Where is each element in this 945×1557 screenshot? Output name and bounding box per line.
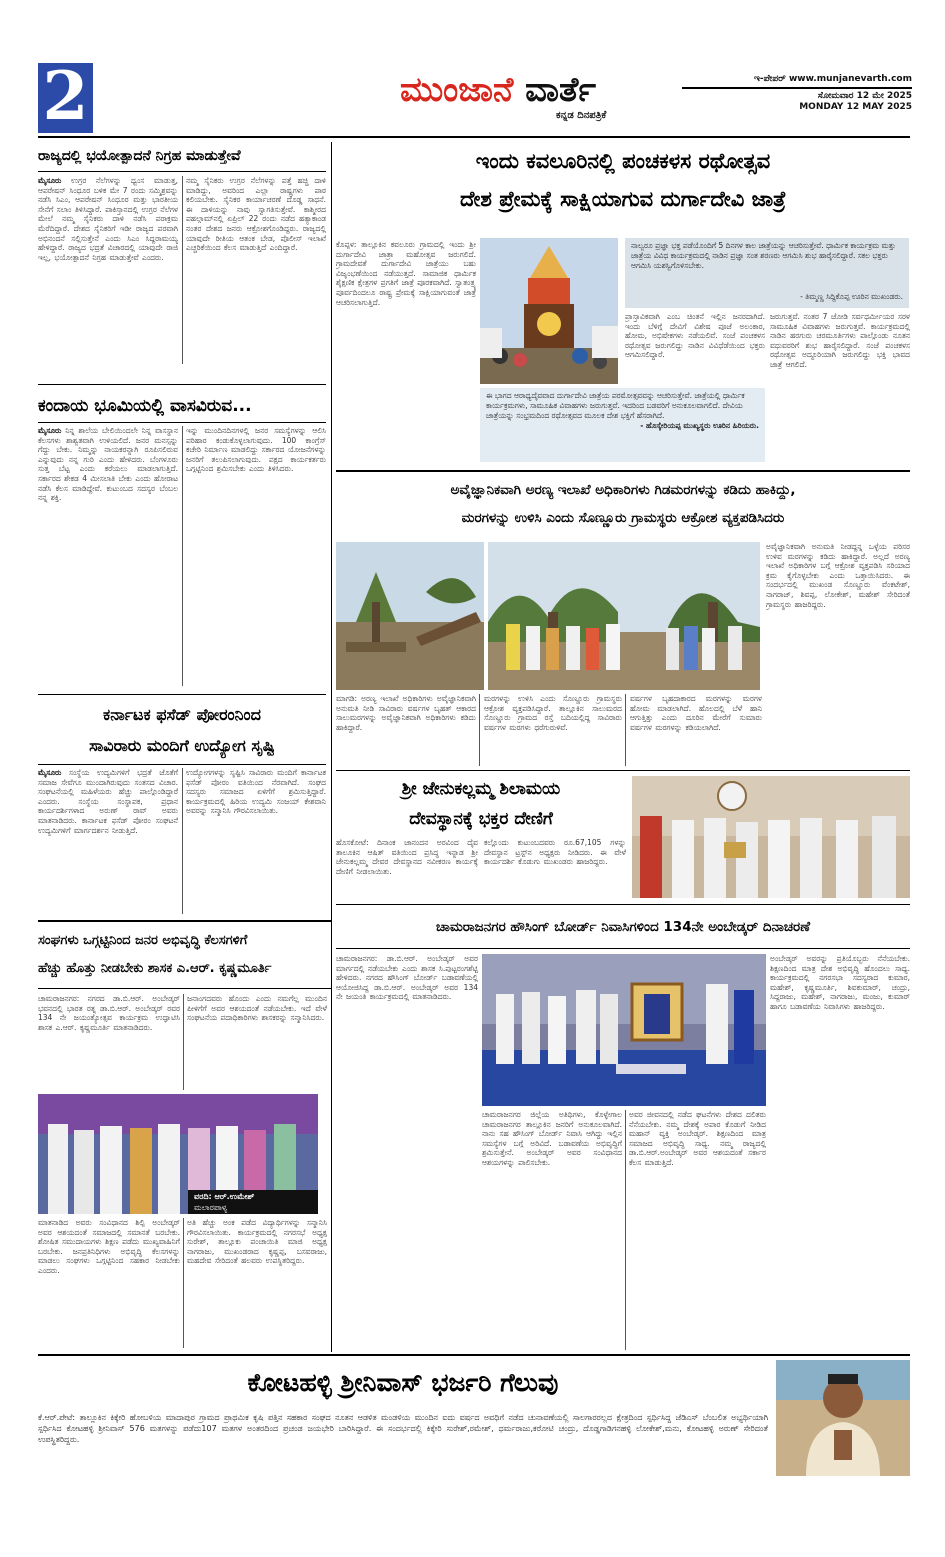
a5-col2: ಉದ್ಯೋಗಗಳನ್ನು ಸೃಷ್ಟಿಸಿ ಸಾವಿರಾರು ಮಂದಿಗೆ ಕಾರ್ನಾಟಕ ಫಸೆಡ್ ಪೋರಂ ವತಿಯಿಂದ ನೆರವಾಗಿದೆ. ಸಂಘದ ಸದಸ್ಯರು ಸಮಾಜದ ಏಳಿಗೆಗೆ ಶ್ರಮಿಸುತ್ತಿದ್ದಾರೆ. ಕಾರ್ಯಕ್ರಮದಲ್ಲಿ ಹಿರಿಯ ಉದ್ಯಮಿ ಸಂಜಯ್ ಕೇಶವಾನಿ ಅವರನ್ನು ಸನ್ಮಾನಿಸಿ ಗೌರವಿಸಲಾಯಿತು. xyxy=(186,768,326,816)
a2-quote-attrib: - ತಿಮ್ಮಣ್ಣ ಸಿದ್ದಿಕೊಪ್ಪ ಊರಿನ ಮುಖಂಡರು. xyxy=(800,292,903,301)
villagers-illustration xyxy=(488,542,760,690)
masthead-rule xyxy=(682,87,912,89)
a7-col2: ಚಾಮರಾಜನಗರ ಜಿಲ್ಲೆಯ ಅತಿಥಿಗಳು, ಕೊಳ್ಳೇಗಾಲ ಚಾಮರಾಜನಗರ ತಾಲ್ಲೂಕಿನ ಜನರಿಗೆ ಅನುಕೂಲವಾಗಿದೆ. ನಾನು ಸಹ ಹೌಸಿಂಗ್ ಬೋರ್ಡ್ ನಿವಾಸಿ ಆಗಿದ್ದು ಇಲ್ಲಿನ ಸಮಸ್ಯೆಗಳ ಬಗ್ಗೆ ಅರಿವಿದೆ. ಬಡಾವಣೆಯ ಅಭಿವೃದ್ಧಿಗೆ ಶ್ರಮಿಸುತ್ತೇನೆ. ಅಂಬೇಡ್ಕರ್ ಅವರ ಸಂವಿಧಾನದ ಆಶಯಗಳನ್ನು ಪಾಲಿಸಬೇಕು. xyxy=(482,1110,622,1167)
a9-top-rule xyxy=(38,1354,910,1356)
a5-headline-line1: ಕರ್ನಾಟಕ ಫಸೆಡ್ ಪೋರಂನಿಂದ xyxy=(103,705,261,724)
a3-rule xyxy=(38,422,326,423)
date-english: MONDAY 12 MAY 2025 xyxy=(799,102,912,112)
a3-bottom-rule xyxy=(38,694,326,695)
a2-col2: ಪ್ರಾಸ್ತಾವಿಕವಾಗಿ ಎಂಬ ಚಿಂತನೆ ಇಲ್ಲಿನ ಜನರದಾಗಿದೆ. ಇಂದು ಬೆಳಿಗ್ಗೆ ದೇವಿಗೆ ವಿಶೇಷ ಪೂಜೆ ಅಲಂಕಾರ, ಹೋಮ, ಅಭಿಷೇಕಗಳು ನಡೆಯಲಿವೆ. ಸಂಜೆ ಪಂಚಕಳಸ ರಥೋತ್ಸವ ಜರುಗಲಿದ್ದು ನಾಡಿನ ವಿವಿಧೆಡೆಯಿಂದ ಭಕ್ತರು ಆಗಮಿಸಲಿದ್ದಾರೆ. xyxy=(625,312,765,360)
site-url[interactable]: www.munjanevarth.com xyxy=(788,74,912,84)
a4-villagers-photo xyxy=(488,542,760,690)
masthead-right xyxy=(682,74,912,112)
a8-col3: ಮಾತನಾಡಿದ ಅವರು ಸಂವಿಧಾನದ ಶಿಲ್ಪಿ ಅಂಬೇಡ್ಕರ್ ಅವರ ಆಶಯದಂತೆ ಸಮಾಜದಲ್ಲಿ ಸಮಾನತೆ ಬರಬೇಕು. ಶೋಷಿತ ಸಮುದಾಯಗಳು ಶಿಕ್ಷಣ ಪಡೆದು ಮುಖ್ಯವಾಹಿನಿಗೆ ಬರಬೇಕು. ಜನಪ್ರತಿನಿಧಿಗಳು ಅಭಿವೃದ್ಧಿ ಕೆಲಸಗಳನ್ನು ಮಾಡಲು ಸಂಘಗಳು ಒಗ್ಗಟ್ಟಿನಿಂದ ಸಹಕಾರ ನೀಡಬೇಕು ಎಂದರು. xyxy=(38,1218,180,1275)
a6-col2: ಕಲ್ಲೊಂದು ಕುಟುಂಬದವರು ರೂ.67,105 ಗಳನ್ನು ದೇವಸ್ಥಾನ ಟ್ರಸ್ಟ್‌ನ ಅಧ್ಯಕ್ಷರು ನೀಡಿದರು. ಈ ವೇಳೆ ಕಾರ್ಯದರ್ಶಿ ಕೊಡುಗು ಮುಖಂಡರು ಹಾಜರಿದ್ದರು. xyxy=(484,838,626,867)
a4-div1 xyxy=(479,694,480,766)
people-group xyxy=(640,816,896,898)
a8-photo-label xyxy=(188,1190,318,1214)
main-column-divider xyxy=(331,142,332,920)
a4-div2 xyxy=(625,694,626,766)
logo-part2: ವಾರ್ತೆ xyxy=(525,70,596,110)
a1-dateline: ಮೈಸೂರು xyxy=(38,176,62,185)
a2-chariot-photo xyxy=(480,238,618,384)
a8-div1 xyxy=(183,994,184,1090)
a3-dateline: ಮೈಸೂರು xyxy=(38,426,62,435)
a2-col1: ಕೊಪ್ಪಳ: ತಾಲ್ಲೂಕಿನ ಕವಲೂರು ಗ್ರಾಮದಲ್ಲಿ ಇಂದು ಶ್ರೀ ದುರ್ಗಾದೇವಿ ಜಾತ್ರಾ ಮಹೋತ್ಸವ ಜರುಗಲಿದೆ. ಗ್ರಾಮದೇವತೆ ದುರ್ಗಾದೇವಿ ಜಾತ್ರೆಯು ಬಹು ವಿಜೃಂಭಣೆಯಿಂದ ನಡೆಯುತ್ತದೆ. ಸಾಮಾಜಿಕ ಧಾರ್ಮಿಕ ಶೈಕ್ಷಣಿಕ ಕ್ಷೇತ್ರಗಳ ಪ್ರಗತಿಗೆ ಜಾತ್ರೆ ಪೂರಕವಾಗಿದೆ. ಸ್ವಾತಂತ್ರ್ಯ ಪೂರ್ವದಿಂದಲೂ ರಾಷ್ಟ್ರ ಪ್ರೇಮಕ್ಕೆ ಸಾಕ್ಷಿಯಾಗುವಂತೆ ಜಾತ್ರೆ ಆಚರಿಸಲಾಗುತ್ತಿದೆ. xyxy=(336,240,476,307)
masthead-tagline: ಕನ್ನಡ ದಿನಪತ್ರಿಕೆ xyxy=(556,110,607,121)
a4-headline-line1: ಅವೈಜ್ಞಾನಿಕವಾಗಿ ಅರಣ್ಯ ಇಲಾಖೆ ಅಧಿಕಾರಿಗಳು ಗಿಡಮರಗಳನ್ನು ಕಡಿದು ಹಾಕಿದ್ದು, xyxy=(450,482,796,498)
a1-col-divider xyxy=(182,176,183,364)
date-kannada: ಸೋಮವಾರ 12 ಮೇ 2025 xyxy=(817,91,912,101)
page-number: 2 xyxy=(42,57,89,135)
a2-quote-text: ನಾಲ್ವರೂ ಪ್ರಜ್ಞಾ ಭಕ್ತ ಪಡೆಯೊಂದಿಗೆ 5 ದಿನಗಳ ಕಾಲ ಜಾತ್ರೆಯನ್ನು ಆಚರಿಸುತ್ತೇವೆ. ಧಾರ್ಮಿಕ ಕಾರ್ಯಕ್ರಮ ಮತ್ತು ಜಾತ್ರೆಯ ವಿವಿಧ ಕಾರ್ಯಕ್ರಮದಲ್ಲಿ ನಾಡಿನ ಪ್ರಜ್ಞಾ ಸಂತ ಶರಣರು ಆಗಮಿಸಿ ಶುಭ ಹಾರೈಸಲಿದ್ದಾರೆ. ಸಕಲ ಭಕ್ತರು ಆಗಮಿಸಿ ಯಶಸ್ವಿಗೊಳಿಸಬೇಕು. xyxy=(631,241,896,270)
a8-col4: ಅತಿ ಹೆಚ್ಚು ಅಂಕ ಪಡೆದ ವಿದ್ಯಾರ್ಥಿಗಳನ್ನು ಸನ್ಮಾನಿಸಿ ಗೌರವಿಸಲಾಯಿತು. ಕಾರ್ಯಕ್ರಮದಲ್ಲಿ ನಗರಸಭೆ ಅಧ್ಯಕ್ಷ ಸುರೇಶ್, ತಾಲ್ಲೂಕು ಪಂಚಾಯಿತಿ ಮಾಜಿ ಅಧ್ಯಕ್ಷ ನಾಗರಾಜು, ಮುಖಂಡರಾದ ಕೃಷ್ಣಪ್ಪ, ಬಸವರಾಜು, ಮಹದೇವ ಸೇರಿದಂತೆ ಹಲವರು ಉಪಸ್ಥಿತರಿದ್ದರು. xyxy=(187,1218,327,1266)
a2-caption-text: ಈ ಭಾಗದ ಆರಾಧ್ಯದೈವವಾದ ದುರ್ಗಾದೇವಿ ಜಾತ್ರೆಯ ಪರಮೋತ್ಸವವನ್ನು ಆಚರಿಸುತ್ತೇವೆ. ಜಾತ್ರೆಯಲ್ಲಿ ಧಾರ್ಮಿಕ ಕಾರ್ಯಕ್ರಮಗಳು, ಸಾಮೂಹಿಕ ವಿವಾಹಗಳು ಜರುಗುತ್ತವೆ. ಇದರಿಂದ ಬಡವರಿಗೆ ಅನುಕೂಲವಾಗಲಿದೆ. ದೇವಿಯ ಜಾತ್ರೆಯನ್ನು ಸಂಭ್ರಮದಿಂದ ರಥೋತ್ಸವದ ಮೂಲಕ ದೇಶ ಭಕ್ತಿಗೆ ಹೆಸರಾಗಿದೆ. xyxy=(486,391,745,420)
epaper-line xyxy=(682,74,912,84)
a2-col3: ಜರುಗುತ್ತವೆ. ನಂತರ 7 ಜೋಡಿ ಸರ್ವಧರ್ಮೀಯರ ಸರಳ ಸಾಮೂಹಿಕ ವಿವಾಹಗಳು ಜರುಗುತ್ತವೆ. ಕಾರ್ಯಕ್ರಮದಲ್ಲಿ ನಾಡಿನ ಹರಗುರು ಚರಮೂರ್ತಿಗಳು ಪಾಲ್ಗೊಂಡು ನೂತನ ವಧುವರರಿಗೆ ಶುಭ ಹಾರೈಸಲಿದ್ದಾರೆ. ಸಂಜೆ ಪಂಚಕಳಸ ರಥೋತ್ಸವ ಅದ್ಧೂರಿಯಾಗಿ ಜರುಗಲಿದ್ದು ಭಕ್ತಿ ಭಾವದ ಜಾತ್ರೆ ಆಗಲಿದೆ. xyxy=(770,312,910,369)
winner-illustration xyxy=(776,1360,910,1476)
a4-col3: ವರ್ಷಗಳ ಬೃಹದಾಕಾರದ ಮರಗಳನ್ನು ಮರಗಳ ಹೋಮ ಮಾಡಲಾಗಿದೆ. ಹೊಲದಲ್ಲಿ ಬೆಳೆ ಹಾನಿ ಆಗುತ್ತಿತ್ತು ಎಂದು ದೂರಿನ ಮೇರೆಗೆ ಸುಮಾರು ವರ್ಷಗಳ ಮರಗಳನ್ನು ಕಡಿಯಲಾಗಿದೆ. xyxy=(630,694,762,732)
a4-headline-line2: ಮರಗಳನ್ನು ಉಳಿಸಿ ಎಂದು ಸೊಣ್ಣೂರು ಗ್ರಾಮಸ್ಥರು ಆಕ್ರೋಶ ವ್ಯಕ್ತಪಡಿಸಿದರು xyxy=(461,510,785,526)
a6-donation-photo xyxy=(632,776,910,898)
a3-headline: ಕಂದಾಯ ಭೂಮಿಯಲ್ಲಿ ವಾಸವಿರುವ... xyxy=(38,396,252,416)
a8-rule xyxy=(38,988,332,989)
a3-col2: ಇನ್ನು ಮುಂದಿನದಿನಗಳಲ್ಲಿ ಜನರ ಸಮಸ್ಯೆಗಳನ್ನು ಆಲಿಸಿ ಪರಿಹಾರ ಕಂಡುಕೊಳ್ಳಲಾಗುವುದು. 100 ಕಾಂಗ್ರೆಸ್ ಕಚೇರಿ ನಿರ್ಮಾಣ ಮಾಡಲಿದ್ದು ಸರ್ಕಾರದ ಯೋಜನೆಗಳನ್ನು ಜನರಿಗೆ ತಲುಪಿಸಲಾಗುವುದು. ಪಕ್ಷದ ಕಾರ್ಯಕರ್ತರು ಒಗ್ಗಟ್ಟಿನಿಂದ ಶ್ರಮಿಸಬೇಕು ಎಂದು ತಿಳಿಸಿದರು. xyxy=(186,426,326,474)
a8-div2 xyxy=(183,1218,184,1348)
a8-photo-reporter: ವರದಿ: ಆರ್.ಉಮೇಶ್ xyxy=(194,1192,255,1201)
a7-headline: ಚಾಮರಾಜನಗರ ಹೌಸಿಂಗ್ ಬೋರ್ಡ್ ನಿವಾಸಿಗಳಿಂದ 134ನೇ ಅಂಬೇಡ್ಕರ್ ದಿನಾಚರಣೆ xyxy=(435,919,811,935)
a4-col1: ಮಾಗಡಿ: ಅರಣ್ಯ ಇಲಾಖೆ ಅಧಿಕಾರಿಗಳು ಅವೈಜ್ಞಾನಿಕವಾಗಿ ಅನುಮತಿ ನೀಡಿ ಸಾವಿರಾರು ವರ್ಷಗಳ ಬೃಹತ್ ಆಕಾರದ ಸಾಲುಮರಗಳನ್ನು ಅವೈಜ್ಞಾನಿಕವಾಗಿ ಅಧಿಕಾರಿಗಳು ಕಡಿದು ಹಾಕಿದ್ದಾರೆ. xyxy=(336,694,476,732)
a1-col1-text: ಉಗ್ರರ ನೆಲೆಗಳನ್ನು ಧ್ವಂಸ ಮಾಡುತ್ತ, ಆಪರೇಷನ್ ಸಿಂಧೂರ ಬಳಿಕ ಮೇ 7 ರಂದು ಸಮ್ಮಿಶ್ರವನ್ನು ನಡೆಸಿ ಸಿಎಂ, ಆಪರೇಷನ್ ಸಿಂಧೂರ ಮತ್ತು ಭಾರತೀಯ ಸೇನೆಗೆ ಸಲಾಂ ತಿಳಿಸಿದ್ದಾರೆ. ಪಾಕಿಸ್ತಾನದಲ್ಲಿ ಉಗ್ರರ ನೆಲೆಗಳ ಮೇಲೆ ನಮ್ಮ ಸೈನಿಕರು ದಾಳಿ ನಡೆಸಿ ಪರಾಕ್ರಮ ಮೆರೆದಿದ್ದಾರೆ. ದೇಶದ ಸೈನಿಕರಿಗೆ ಇಡೀ ರಾಜ್ಯದ ಪರವಾಗಿ ಅಭಿನಂದನೆ ಸಲ್ಲಿಸುತ್ತೇನೆ ಎಂದು ಸಿಎಂ ಸಿದ್ದರಾಮಯ್ಯ ಹೇಳಿದ್ದಾರೆ. ರಾಜ್ಯದ ಭದ್ರತೆ ವಿಚಾರದಲ್ಲಿ ಯಾವುದೇ ರಾಜಿ ಇಲ್ಲ, ಭಯೋತ್ಪಾದನೆ ನಿಗ್ರಹ ಮಾಡುತ್ತೇವೆ ಎಂದರು. xyxy=(38,176,178,262)
a1-col1 xyxy=(38,176,178,364)
a3-col1-text: ನಿನ್ನ ಶಾಲೆಯ ಬೇಲಿಯಿಂದಲೇ ನಿನ್ನ ವಾಸಸ್ಥಾನ ಕೆಲಸಗಳು ಶಾಶ್ವತವಾಗಿ ಉಳಿಯಲಿದೆ. ಜನರ ಮನಸ್ಸನ್ನು ಗೆದ್ದು ಬೇಕು. ನಿಮ್ಮನ್ನು ನಾಯಕರನ್ನಾಗಿ ರೂಪಿಸಲಿರುವ ಎನ್ನುವುದು ನನ್ನ ಗುರಿ ಎಂದು ಹೇಳಿದರು. ಬೆಂಗಳೂರು ಸುತ್ತ ಬೆಟ್ಟ ಎಂದು ಕರೆಯಲು ಮಾಡಲಾಗುತ್ತಿದೆ. ಸರ್ಕಾರದ ಶೇಕಡ 4 ಮೀಸಲಾತಿ ಬೇಕು ಎಂದು ಹೋರಾಟ ನಡೆಸಿ ಕೆಲಸ ಮಾಡಿದ್ದೇವೆ. ಕುಟುಂಬದ ಸದಸ್ಯರ ಬೆಂಬಲ ನನ್ನ ಶಕ್ತಿ. xyxy=(38,426,178,503)
masthead-logo xyxy=(400,68,660,112)
a2-subhead: ದೇಶ ಪ್ರೇಮಕ್ಕೆ ಸಾಕ್ಷಿಯಾಗುವ ದುರ್ಗಾದೇವಿ ಜಾತ್ರೆ xyxy=(459,187,787,211)
chariot-illustration xyxy=(480,238,618,384)
epaper-label: ಇ-ಪೇಪರ್ xyxy=(754,74,786,84)
a4-fallen-trees-photo xyxy=(336,542,484,690)
a5-headline-line2: ಸಾವಿರಾರು ಮಂದಿಗೆ ಉದ್ಯೋಗ ಸೃಷ್ಟಿ xyxy=(89,736,275,755)
a2-headline: ಇಂದು ಕವಲೂರಿನಲ್ಲಿ ಪಂಚಕಳಸ ರಥೋತ್ಸವ xyxy=(475,149,771,173)
a9-winner-photo xyxy=(776,1360,910,1476)
a6-headline-line2: ದೇವಸ್ಥಾನಕ್ಕೆ ಭಕ್ತರ ದೇಣಿಗೆ xyxy=(409,809,553,829)
masthead-bottom-rule xyxy=(38,136,910,138)
a8-headline-line2: ಹೆಚ್ಚು ಹೊತ್ತು ನೀಡಬೇಕು ಶಾಸಕ ಎ.ಆರ್. ಕೃಷ್ಣಮೂರ್ತಿ xyxy=(38,961,272,976)
a3-col-divider xyxy=(182,426,183,686)
a8-photo-place: ಮಲಾರಪಾಳ್ಯ xyxy=(194,1203,228,1212)
a8-col1: ಚಾಮರಾಜನಗರ: ನಗರದ ಡಾ.ಬಿ.ಆರ್. ಅಂಬೇಡ್ಕರ್ ಭವನದಲ್ಲಿ ಭಾರತ ರತ್ನ ಡಾ.ಬಿ.ಆರ್. ಅಂಬೇಡ್ಕರ್ ರವರ 134 ನೇ ಜಯಂತ್ಯೋತ್ಸವ ಕಾರ್ಯಕ್ರಮ ಉದ್ಘಾಟಿಸಿ ಶಾಸಕ ಎ.ಆರ್. ಕೃಷ್ಣಮೂರ್ತಿ ಮಾತನಾಡಿದರು. xyxy=(38,994,180,1032)
a4-bottom-rule xyxy=(336,770,910,771)
a7-ambedkar-event-photo xyxy=(482,954,766,1106)
a6-col1: ಹೊಸಕೋಟೆ: ದಿನಾಂಕ ಜಾನಂದನ ಅರವಿಂದ ದೈವ ತಾಲೂಕಿನ ಆಷಿತ್ ವತಿಯಿಂದ ಪ್ರಸಿದ್ಧ ಇನ್ನಾಡ ಶ್ರೀ ಜೇನುಕಲ್ಲಮ್ಮ ದೇವರ ದೇವಸ್ಥಾನದ ನವೀಕರಣ ಕಾರ್ಯಕ್ಕೆ ದೇಣಿಗೆ ನೀಡಲಾಯಿತು. xyxy=(336,838,478,876)
a8-top-rule xyxy=(38,920,332,922)
a7-div xyxy=(625,1110,626,1350)
a7-col3: ಅವರ ಜೀವನದಲ್ಲಿ ನಡೆದ ಘಟನೆಗಳು ದೇಶದ ದಲಿತರು ನೆನೆಯಬೇಕು. ನಮ್ಮ ದೇಶಕ್ಕೆ ಅಪಾರ ಕೊಡುಗೆ ನೀಡಿದ ಮಹಾನ್ ವ್ಯಕ್ತಿ ಅಂಬೇಡ್ಕರ್. ಶಿಕ್ಷಣದಿಂದ ಮಾತ್ರ ಸಮಾಜದ ಅಭಿವೃದ್ಧಿ ಸಾಧ್ಯ. ನಮ್ಮ ರಾಜ್ಯದಲ್ಲಿ ಡಾ.ಬಿ.ಆರ್.ಅಂಬೇಡ್ಕರ್ ಅವರ ಆಶಯದಂತೆ ಸರ್ಕಾರ ಕೆಲಸ ಮಾಡುತ್ತಿದೆ. xyxy=(629,1110,766,1167)
a3-col1 xyxy=(38,426,178,686)
a2-col1-continued xyxy=(336,388,476,462)
a5-col-divider xyxy=(182,768,183,914)
a4-side: ಅವೈಜ್ಞಾನಿಕವಾಗಿ ಅನುಮತಿ ನೀಡದ್ದನ್ನ ಒಳ್ಳೆಯ ಪರಿಸರ ಉಳಿವ ಮರಗಳನ್ನು ಕಡಿದು ಹಾಕಿದ್ದಾರೆ. ಅಲ್ಲದೆ ಅರಣ್ಯ ಇಲಾಖೆ ಅಧಿಕಾರಿಗಳ ಬಗ್ಗೆ ಆಕ್ರೋಶ ವ್ಯಕ್ತಪಡಿಸಿ ಸರಿಯಾದ ಕ್ರಮ ಕೈಗೊಳ್ಳಬೇಕು ಎಂದು ಒತ್ತಾಯಿಸಿದರು. ಈ ಸಂದರ್ಭದಲ್ಲಿ ಮುಖಂಡ ಸೊಣ್ಣೂರು ವೆಂಕಟೇಶ್, ನಾಗರಾಜ್, ಶಿವಪ್ಪ, ಲೋಕೇಶ್, ಮಹೇಶ್ ಸೇರಿದಂತೆ ಗ್ರಾಮಸ್ಥರು ಹಾಜರಿದ್ದರು. xyxy=(766,542,910,609)
a5-rule xyxy=(38,764,326,765)
a5-col1-text: ಸಂಸ್ಥೆಯ ಉದ್ಯಮಿಗಳಿಗೆ ಭದ್ರತೆ ಜೊತೆಗೆ ಸಮಾಜ ಸೇವೆಗೂ ಮುಂದಾಗಿರುವುದು ಸಂತಸದ ವಿಚಾರ. ಸಂಘಟನೆಯಲ್ಲಿ ಮಹಿಳೆಯರು ಹೆಚ್ಚು ಪಾಲ್ಗೊಂಡಿದ್ದಾರೆ ಎಂದರು. ಸಂಸ್ಥೆಯ ಸಂಸ್ಥಾಪಕ, ಪ್ರಧಾನ ಕಾರ್ಯದರ್ಶಿಗಳಾದ ಅರುಣ್ ರಾವ್ ಅವರು ಮಾತನಾಡಿದರು. ಕಾರ್ನಾಟಕ ಫಸೆಡ್ ಪೋರಂ ಸಂಘಟನೆ ಉದ್ಯಮಿಗಳಿಗೆ ಮಾರ್ಗದರ್ಶನ ನೀಡುತ್ತಿದೆ. xyxy=(38,768,178,835)
logo-part1: ಮುಂಜಾನೆ xyxy=(400,70,514,110)
a6-bottom-rule xyxy=(336,904,910,905)
a9-body: ಕೆ.ಆರ್.ಪೇಟೆ: ತಾಲ್ಲೂಕಿನ ಕಿಕ್ಕೇರಿ ಹೋಬಳಿಯ ಮಾದಾಪುರ ಗ್ರಾಮದ ಪ್ರಾಥಮಿಕ ಕೃಷಿ ಪತ್ತಿನ ಸಹಕಾರ ಸಂಘದ ನೂತನ ಆಡಳಿತ ಮಂಡಳಿಯ ಮುಂದಿನ ಐದು ವರ್ಷದ ಅವಧಿಗೆ ನಡೆದ ಚುನಾವಣೆಯಲ್ಲಿ ಸಾಲಗಾರರಲ್ಲದ ಕ್ಷೇತ್ರದಿಂದ ಸ್ಪರ್ಧಿಸಿದ್ದ ಜೆಡಿಎಸ್ ಬೆಂಬಲಿತ ಅಭ್ಯರ್ಥಿಯಾಗಿ ಸ್ಪರ್ಧಿಸಿದ ಕೋಟಹಳ್ಳಿ ಶ್ರೀನಿವಾಸ್ 576 ಮತಗಳನ್ನು ಪಡೆದು107 ಮತಗಳ ಅಂತರದಿಂದ ಪ್ರಚಂಡ ಜಯಭೇರಿ ಬಾರಿಸಿದ್ದಾರೆ. ಈ ಸಂದರ್ಭದಲ್ಲಿ ಕಿಕ್ಕೇರಿ ಸುರೇಶ್,ರಮೇಶ್, ಧರ್ಮರಾಜು,ಕರೋಟಿ ಚಂದ್ರು, ದೊಡ್ಡಗಾಡಿಗನಹಳ್ಳಿ ಲೋಕೇಶ್,ಮನು, ಕೋಟಹಳ್ಳಿ ಅರುಣ್ ಸೇರಿದಂತೆ ಉಪಸ್ಥಿತರಿದ್ದರು. xyxy=(38,1413,768,1444)
a2-bottom-rule xyxy=(336,470,910,472)
fallen-trees-illustration xyxy=(336,542,484,690)
a1-bottom-rule xyxy=(38,384,326,385)
a7-side: ಅಂಬೇಡ್ಕರ್ ಅವರನ್ನು ಪ್ರತಿಯೊಬ್ಬರು ನೆನೆಯಬೇಕು. ಶಿಕ್ಷಣದಿಂದ ಮಾತ್ರ ದೇಶ ಅಭಿವೃದ್ಧಿ ಹೊಂದಲು ಸಾಧ್ಯ. ಕಾರ್ಯಕ್ರಮದಲ್ಲಿ ನಗರಸಭಾ ಸದಸ್ಯರಾದ ಕುಮಾರ, ಮಹೇಶ್, ಕೃಷ್ಣಮೂರ್ತಿ, ಶಿವಕುಮಾರ್, ಚಂದ್ರು, ಸಿದ್ದರಾಜು, ಮಹೇಶ್, ನಾಗರಾಜು, ಮಂಜು, ಕುಮಾರ್ ಹಾಗೂ ಬಡಾವಣೆಯ ನಿವಾಸಿಗಳು ಹಾಜರಿದ್ದರು. xyxy=(770,954,910,1011)
a5-col1 xyxy=(38,768,178,914)
a8-col2: ಜನಾಂಗದವರು ಹೊಂದು ಎಂದು ನಮಗೆಲ್ಲ ಮುಂದಿನ ಪೀಳಿಗೆಗೆ ಅವರ ಆಶಯದಂತೆ ನಡೆಯಬೇಕು. ಇದೆ ವೇಳೆ ಸಂಘಟನೆಯ ಪದಾಧಿಕಾರಿಗಳು ಶಾಸಕರನ್ನು ಸನ್ಮಾನಿಸಿದರು. xyxy=(187,994,327,1023)
a1-rule xyxy=(38,171,326,172)
donation-illustration xyxy=(632,776,910,898)
a6-headline-line1: ಶ್ರೀ ಜೇನುಕಲ್ಲಮ್ಮ ಶಿಲಾಮಯ xyxy=(401,779,561,799)
a1-headline: ರಾಜ್ಯದಲ್ಲಿ ಭಯೋತ್ಪಾದನೆ ನಿಗ್ರಹ ಮಾಡುತ್ತೇವೆ xyxy=(38,148,241,164)
a4-col2: ಮರಗಳನ್ನು ಉಳಿಸಿ ಎಂದು ಸೊಣ್ಣೂರು ಗ್ರಾಮಸ್ಥರು ಆಕ್ರೋಶ ವ್ಯಕ್ತಪಡಿಸಿದ್ದಾರೆ. ತಾಲ್ಲೂಕಿನ ಸಾಲುಮರದ ಸೊಣ್ಣೂರು ಗ್ರಾಮದ ರಸ್ತೆ ಬದಿಯಲ್ಲಿದ್ದ ಸಾವಿರಾರು ವರ್ಷಗಳ ಮರಗಳು ಧರೆಗುರುಳಿವೆ. xyxy=(484,694,622,732)
a1-col2: ನಮ್ಮ ಸೈನಿಕರು ಉಗ್ರರ ನೆಲೆಗಳನ್ನು ಪತ್ತೆ ಹಚ್ಚಿ ದಾಳಿ ಮಾಡಿದ್ದು, ಅವರಿಂದ ಎಲ್ಲಾ ರಾಷ್ಟ್ರಗಳು ಪಾಠ ಕಲಿಯಬೇಕು. ಸೈನಿಕರ ಕಾರ್ಯಾಚರಣೆ ದೊಡ್ಡ ಸಾಧನೆ. ಈ ದಾಳಿಯನ್ನು ನಾವು ಸ್ವಾಗತಿಸುತ್ತೇವೆ. ಕಾಶ್ಮೀರದ ಪಹಲ್ಗಾಮ್‌ನಲ್ಲಿ ಏಪ್ರಿಲ್ 22 ರಂದು ನಡೆದ ಹತ್ಯಾಕಾಂಡ ನಂತರ ದೇಶದ ಜನರು ಆಕ್ರೋಶಗೊಂಡಿದ್ದರು. ರಾಜ್ಯದಲ್ಲಿ ಯಾವುದೇ ರೀತಿಯ ಆತಂಕ ಬೇಡ, ಪೊಲೀಸ್ ಇಲಾಖೆ ಎಚ್ಚರಿಕೆಯಿಂದ ಕೆಲಸ ಮಾಡುತ್ತಿದೆ ಎಂದಿದ್ದಾರೆ. xyxy=(186,176,326,253)
a8-headline-line1: ಸಂಘಗಳು ಒಗ್ಗಟ್ಟಿನಿಂದ ಜನರ ಅಭಿವೃದ್ಧಿ ಕೆಲಸಗಳಿಗೆ xyxy=(38,933,248,948)
a9-headline: ಕೋಟಹಳ್ಳಿ ಶ್ರೀನಿವಾಸ್ ಭರ್ಜರಿ ಗೆಲುವು xyxy=(247,1368,559,1397)
lower-column-divider xyxy=(331,920,332,1352)
a7-col1: ಚಾಮರಾಜನಗರ: ಡಾ.ಬಿ.ಆರ್. ಅಂಬೇಡ್ಕರ್ ಅವರ ಮಾರ್ಗದಲ್ಲಿ ನಡೆಯಬೇಕು ಎಂದು ಶಾಸಕ ಸಿ.ಪುಟ್ಟರಂಗಶೆಟ್ಟಿ ಹೇಳಿದರು. ನಗರದ ಹೌಸಿಂಗ್ ಬೋರ್ಡ್ ಬಡಾವಣೆಯಲ್ಲಿ ಆಯೋಜಿಸಿದ್ದ ಡಾ.ಬಿ.ಆರ್. ಅಂಬೇಡ್ಕರ್ ಅವರ 134 ನೇ ಜಯಂತಿ ಕಾರ್ಯಕ್ರಮದಲ್ಲಿ ಮಾತನಾಡಿದರು. xyxy=(336,954,478,1002)
a5-dateline: ಮೈಸೂರು xyxy=(38,768,62,777)
a7-rule xyxy=(336,948,910,949)
event-illustration xyxy=(482,954,766,1106)
a2-caption-attrib: - ಹೊಸ್ಕೇರಿಯಪ್ಪ ಮುಖ್ಯಸ್ಥರು ಊರಿನ ಹಿರಿಯರು. xyxy=(640,421,759,430)
a2-caption-box xyxy=(480,388,765,462)
